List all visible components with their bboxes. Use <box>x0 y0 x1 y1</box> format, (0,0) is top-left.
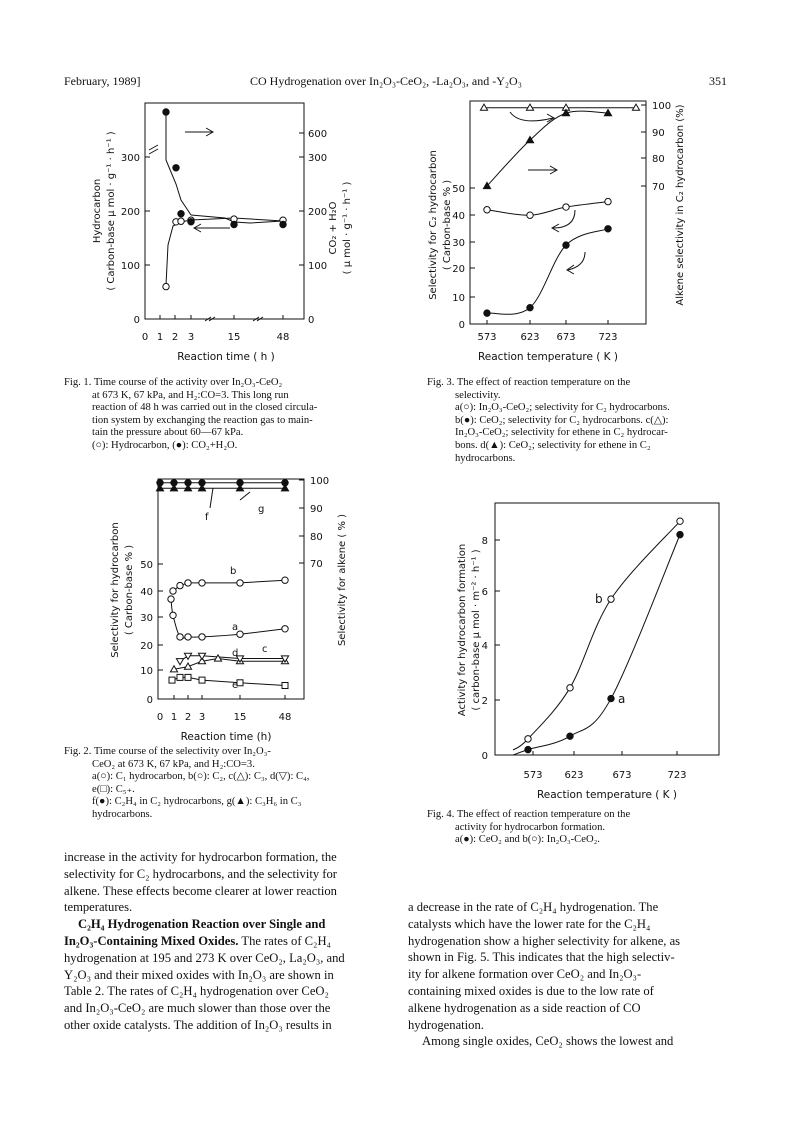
fig2-ylabel-units: ( Carbon-base % ) <box>124 544 135 636</box>
fig3-ytick-label: 40 <box>452 211 465 222</box>
fig1-ylabel-right-units: ( μ mol · g⁻¹ · h⁻¹ ) <box>342 181 353 275</box>
running-header-date: February, 1989] <box>64 74 141 88</box>
fig4-xtick-label: 723 <box>667 770 687 781</box>
fig1-caption: Fig. 1. Time course of the activity over In₂O₃-CeO₂ at 673 K, 67 kPa, and H₂:CO=3. This long run reaction of 48 h was carried out in the closed circula- tion system by exchanging the reaction gas to main- tain the pressure about 60—67 kPa. (○): Hydrocarbon, (●): CO₂+H₂O. <box>64 377 318 451</box>
fig1-xtick-label: 48 <box>276 332 290 343</box>
fig4-xtick-label: 623 <box>564 770 584 781</box>
fig2-ytick-label: 30 <box>140 613 153 624</box>
fig3-xlabel: Reaction temperature ( K ) <box>477 351 619 363</box>
fig1-ylabel-units: ( Carbon-base μ mol · g⁻¹ · h⁻¹ ) <box>106 131 117 291</box>
fig1-xtick-label: 0 <box>141 332 149 343</box>
fig4-ylabel: Activity for hydrocarbon formation <box>457 543 468 717</box>
fig1-xtick-label: 15 <box>227 332 241 343</box>
fig2-xtick-label: 2 <box>184 712 192 723</box>
fig2-ylabel: Selectivity for hydrocarbon <box>110 522 121 658</box>
fig3-ytick-label: 0 <box>458 320 465 331</box>
fig1-ytick-label: 300 <box>120 153 140 164</box>
fig1-xtick-label: 2 <box>171 332 179 343</box>
fig4-series-label-a: a <box>618 692 626 706</box>
fig1-xtick-label: 3 <box>187 332 195 343</box>
fig4-ylabel-units: ( carbon-base μ mol · m⁻² · h⁻¹ ) <box>471 549 482 711</box>
fig3-ylabel-units: ( Carbon-base % ) <box>442 179 453 271</box>
fig2-series-label-g: g <box>258 504 265 515</box>
body-text-left: increase in the activity for hydrocarbon formation, the selectivity for C₂ hydrocarbons, and the selectivity for alkene. These effects become clearer at lower reaction temperatures. C₂H₄ Hydrogenation Reaction over Single and In₂O₃-Containing Mixed Oxides. The rates of C₂H₄ hydrogenation at 195 and 273 K over CeO₂, La₂O₃, and Y₂O₃ and their mixed oxides with In₂O₃ are shown in Table 2. The rates of C₂H₄ hydrogenation over CeO₂ and In₂O₃-CeO₂ are much slower than those over the other oxide catalysts. The addition of In₂O₃ results in <box>64 850 345 1032</box>
fig2-ytick-right-label: 100 <box>310 476 330 487</box>
fig2-ytick-right-label: 90 <box>310 504 323 515</box>
running-header-title: CO Hydrogenation over In₂O₃-CeO₂, -La₂O₃, and -Y₂O₃ <box>250 74 522 88</box>
fig4-frame <box>495 503 719 755</box>
fig2-xtick-label: 1 <box>170 712 178 723</box>
fig2-ytick-label: 50 <box>140 560 153 571</box>
fig4-point-b <box>567 685 573 691</box>
fig4-xlabel: Reaction temperature ( K ) <box>536 789 678 801</box>
fig3-ytick-right-label: 100 <box>652 101 672 112</box>
fig3-xtick-label: 723 <box>598 332 618 343</box>
fig2-xtick-label: 15 <box>233 712 247 723</box>
fig2-ytick-label: 40 <box>140 587 153 598</box>
fig1-ytick-label: 0 <box>133 315 140 326</box>
fig1-ylabel: Hydrocarbon <box>92 178 103 244</box>
fig4-caption: Fig. 4. The effect of reaction temperature on the activity for hydrocarbon formation. a(●): CeO₂ and b(○): In₂O₃-CeO₂. <box>427 809 631 846</box>
fig2-series-label-f: f <box>205 512 209 523</box>
fig3-ytick-right-label: 90 <box>652 128 665 139</box>
fig3-ylabel-right: Alkene selectivity in C₂ hydrocarbon (%) <box>675 104 686 306</box>
fig1-xtick-label: 1 <box>156 332 164 343</box>
fig4-ytick-label: 4 <box>481 641 488 652</box>
fig1-ytick-right-label: 600 <box>308 129 328 140</box>
fig2-series-label-d: d <box>232 648 239 659</box>
fig1-ytick-right-label: 300 <box>308 153 328 164</box>
fig1-ytick-right-label: 100 <box>308 261 328 272</box>
fig4-ytick-label: 0 <box>481 751 488 762</box>
fig3-ytick-label: 20 <box>452 264 465 275</box>
fig4-point-b <box>677 518 683 524</box>
fig2-ytick-label: 0 <box>146 695 153 706</box>
fig4-ytick-label: 6 <box>481 587 488 598</box>
body-text-right: a decrease in the rate of C₂H₄ hydrogenation. The catalysts which have the lower rate for the C₂H₄ hydrogenation show a higher selectivity for alkene, as shown in Fig. 5. This indicates that the high selectiv- ity for alkene formation over CeO₂ and In₂O₃- containing mixed oxides is due to the low rate of alkene hydrogenation as a side reaction of CO hydrogenation. Among single oxides, CeO₂ shows the lowest and <box>408 900 681 1049</box>
fig4-series-label-b: b <box>595 592 603 606</box>
fig3-xtick-label: 573 <box>477 332 497 343</box>
fig3-ylabel: Selectivity for C₂ hydrocarbon <box>428 150 439 300</box>
fig4-xtick-label: 673 <box>612 770 632 781</box>
fig3-caption: Fig. 3. The effect of reaction temperature on the selectivity. a(○): In₂O₃-CeO₂; selectivity for C₂ hydrocarbons. b(●): CeO₂; selectivity for C₂ hydrocarbons. c(△): In₂O₃-CeO₂; selectivity for ethene in C₂ hydrocar- bons. d(▲): CeO₂; selectivity for ethene in C₂ hydrocarbons. <box>427 377 670 464</box>
fig2-series-label-a: a <box>232 622 239 633</box>
fig3-xtick-label: 673 <box>556 332 576 343</box>
fig2-xtick-label: 48 <box>278 712 292 723</box>
fig1-xlabel: Reaction time ( h ) <box>177 351 275 363</box>
fig1-ytick-right-label: 200 <box>308 207 328 218</box>
page-number: 351 <box>709 74 727 88</box>
fig1-ytick-label: 200 <box>120 207 140 218</box>
fig2-ytick-label: 20 <box>140 641 153 652</box>
fig4-line-b <box>513 521 680 750</box>
fig1-ytick-right-label: 0 <box>308 315 315 326</box>
fig4-point-a <box>525 746 531 752</box>
fig3-ytick-label: 30 <box>452 238 465 249</box>
fig3-ytick-label: 10 <box>452 293 465 304</box>
fig2-xtick-label: 3 <box>198 712 206 723</box>
fig2-ytick-label: 10 <box>140 666 153 677</box>
fig2-ytick-right-label: 70 <box>310 559 323 570</box>
fig4-ytick-label: 2 <box>481 696 488 707</box>
fig4-line-a <box>513 535 680 755</box>
fig4-point-b <box>525 736 531 742</box>
fig4-point-a <box>608 695 614 701</box>
fig4-xtick-label: 573 <box>523 770 543 781</box>
fig3-xtick-label: 623 <box>520 332 540 343</box>
fig2-xlabel: Reaction time (h) <box>180 731 272 743</box>
fig3-ytick-right-label: 80 <box>652 154 665 165</box>
fig3-ytick-right-label: 70 <box>652 182 665 193</box>
fig2-xtick-label: 0 <box>156 712 164 723</box>
fig2-ylabel-right: Selectivity for alkene ( % ) <box>337 513 348 647</box>
fig1-ytick-label: 100 <box>120 261 140 272</box>
fig2-series-label-e: e <box>232 680 239 691</box>
fig2-caption: Fig. 2. Time course of the selectivity over In₂O₃- CeO₂ at 673 K, 67 kPa, and H₂:CO=3. a(○): C₁ hydrocarbon, b(○): C₂, c(△): C₃, d(▽): C₄, e(□): C₅₊. f(●): C₂H₄ in C₂ hydrocarbons, g(▲): C₃H₆ in C₃ hydrocarbons. <box>64 746 310 820</box>
fig2-ytick-right-label: 80 <box>310 532 323 543</box>
fig1-ylabel-right: CO₂ + H₂O <box>328 201 339 255</box>
fig4-point-a <box>567 733 573 739</box>
section-heading: In₂O₃-Containing Mixed Oxides. <box>64 933 239 948</box>
fig4-ytick-label: 8 <box>481 536 488 547</box>
fig3-ytick-label: 50 <box>452 184 465 195</box>
fig2-series-label-c: c <box>262 644 268 655</box>
fig4-point-b <box>608 596 614 602</box>
fig4-point-a <box>677 531 683 537</box>
fig2-series-label-b: b <box>230 566 237 577</box>
